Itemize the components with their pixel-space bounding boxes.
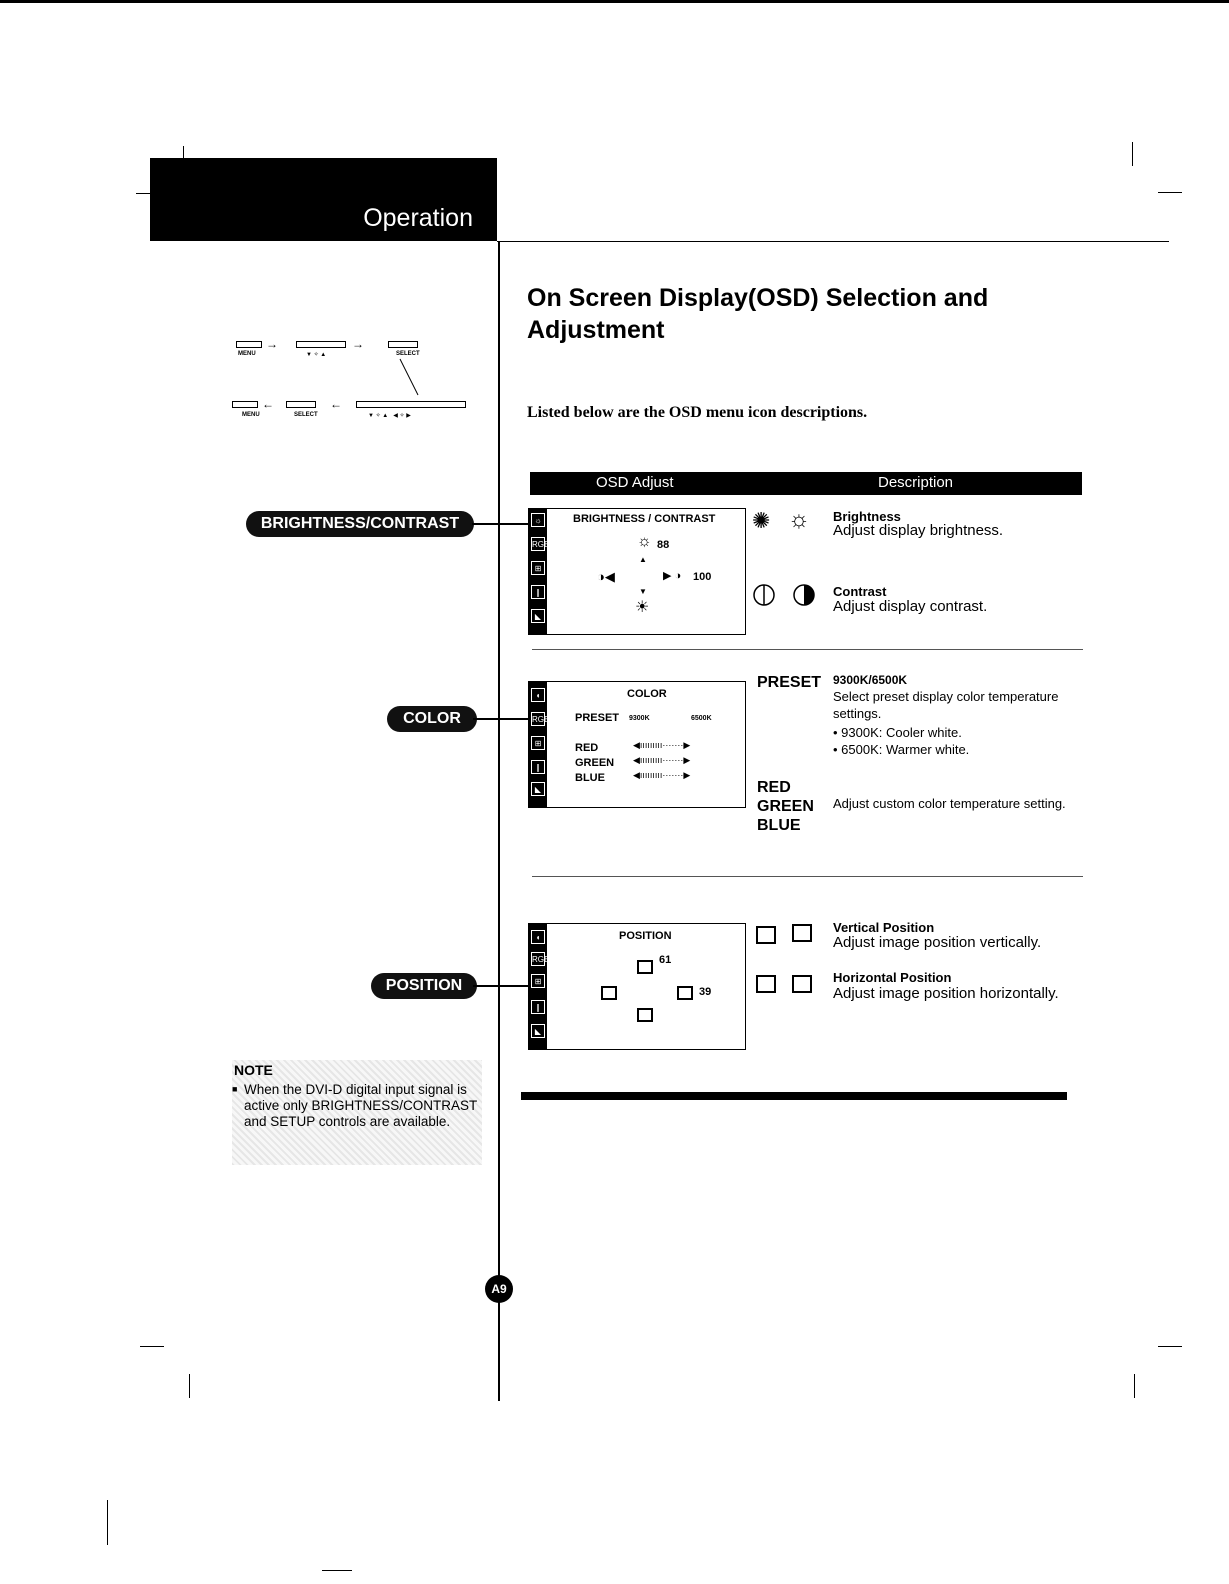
menu-label: MENU [238,351,256,357]
note-title: NOTE [234,1062,273,1078]
tab-setup-icon: ◣ [531,782,545,796]
bullet-icon: ■ [232,1084,238,1094]
crop-mark [1158,192,1182,193]
preset-label: PRESET [575,712,620,724]
select-label: SELECT [396,351,420,357]
adjust-label: ▼ ✧ ▲ [306,352,327,358]
rgb-desc-body: Adjust custom color temperature setting. [833,796,1066,811]
contrast-description: Adjust display contrast. [833,598,988,615]
rgb-blue-label: BLUE [757,817,801,834]
section-separator [532,649,1083,650]
osd-color-screen [528,681,746,808]
osd-tab-column [529,509,550,634]
brightness-icon: ✺ [752,508,771,533]
menu-label: MENU [242,412,260,418]
blue-label: BLUE [575,772,605,784]
horizontal-left-icon [756,975,776,993]
vertical-down-icon [756,926,776,944]
adjust-button-shape [296,341,346,348]
page-title: On Screen Display(OSD) Selection and Adjustment [527,284,989,344]
tab-brightness-icon: ◖ [531,930,545,944]
hposition-right-icon [677,986,693,1000]
vposition-down-icon [637,1008,653,1022]
crop-mark [189,1374,190,1398]
blue-slider: ◀ııııııııı·······▶ [633,770,691,780]
preset-bullet-2: • 6500K: Warmer white. [833,742,970,757]
horizontal-position-description: Adjust image position horizontally. [833,985,1059,1002]
preset-desc-heading: 9300K/6500K [833,673,908,687]
down-arrow-icon: ▼ [639,587,647,596]
arrow-left-icon: ← [262,397,274,411]
tab-tracking-icon: ∥ [531,760,545,774]
tab-tracking-icon: ∥ [531,585,545,599]
green-label: GREEN [575,757,615,769]
contrast-heading: Contrast [833,584,887,599]
preset-desc-body: Select preset display color temperature settings. [833,689,1059,721]
contrast-icon: ◑◀ [597,569,615,584]
osd-tab-column [529,682,550,807]
horizontal-position-heading: Horizontal Position [833,970,952,985]
preset-6500k: 6500K [691,715,712,722]
section-end-bar [521,1092,1067,1100]
vertical-position-description: Adjust image position vertically. [833,934,1042,951]
section-header [150,158,497,241]
osd-brightness-screen [528,508,746,635]
sun-icon: ☼ [637,533,652,550]
sun-filled-icon: ☀ [635,599,650,616]
intro-text: Listed below are the OSD menu icon descriptions. [527,404,868,421]
connector-line [472,523,528,525]
vertical-up-icon [792,924,812,942]
contrast-value: 100 [693,571,712,583]
tab-tracking-icon: ∥ [531,1000,545,1014]
osd-title: BRIGHTNESS / CONTRAST [573,513,716,525]
tab-position-icon: ⊞ [531,736,545,750]
tab-rgb-icon: RGB [531,952,545,966]
arrow-diagonal-icon [398,357,422,399]
header-rule [497,241,1169,242]
crop-mark [107,1500,108,1545]
vertical-position-heading: Vertical Position [833,920,935,935]
brightness-description: Adjust display brightness. [833,522,1004,539]
menu-button-shape [236,341,262,348]
position-pill: POSITION [371,973,477,999]
tab-brightness-icon: ◖ [531,688,545,702]
column-divider [498,241,500,1401]
crop-mark [136,193,150,194]
tab-setup-icon: ◣ [531,1024,545,1038]
col-osd-adjust: OSD Adjust [596,474,674,491]
select-button-shape [388,341,418,348]
osd-position-screen [528,923,746,1050]
section-separator [532,876,1083,877]
note-box [232,1060,482,1165]
green-slider: ◀ııııııııı·······▶ [633,755,691,765]
connector-line [473,718,529,720]
tab-position-icon: ⊞ [531,561,545,575]
arrow-right-icon: → [266,337,278,351]
contrast-right-icon: ▶ ◑ [663,570,682,582]
note-text: When the DVI-D digital input signal is active only BRIGHTNESS/CONTRAST and SETUP controls are available. [244,1082,478,1129]
brightness-heading: Brightness [833,509,901,524]
crop-mark [1132,142,1133,166]
col-description: Description [878,474,954,491]
page-number: A9 [485,1275,513,1303]
arrow-left-icon: ← [330,397,342,411]
brightness-contrast-pill: BRIGHTNESS/CONTRAST [246,511,474,537]
menu-button-shape [232,401,258,408]
arrow-right-icon: → [352,337,364,351]
contrast-high-icon [792,583,816,607]
tab-rgb-icon: RGB [531,712,545,726]
hposition-value: 39 [699,986,712,998]
preset-bullet-1: • 9300K: Cooler white. [833,725,962,740]
preset-desc-label: PRESET [757,674,822,691]
top-border [0,0,1229,3]
tab-setup-icon: ◣ [531,609,545,623]
osd-title: COLOR [627,688,667,700]
brightness-outline-icon: ☼ [788,506,810,533]
button-flow-diagram [228,335,478,425]
rgb-red-label: RED [757,779,791,796]
adjust-button-shape [356,401,466,408]
select-button-shape [286,401,316,408]
color-pill: COLOR [387,706,477,732]
tab-position-icon: ⊞ [531,974,545,988]
connector-line [473,985,529,987]
crop-mark [322,1570,352,1571]
table-header [530,472,1082,495]
hposition-left-icon [601,986,617,1000]
tab-rgb-icon: RGB [531,537,545,551]
red-label: RED [575,742,599,754]
crop-mark [1158,1346,1182,1347]
crop-mark [140,1346,164,1347]
brightness-value: 88 [657,539,670,551]
preset-9300k: 9300K [629,715,650,722]
section-title: Operation [363,204,473,232]
select-label: SELECT [294,412,318,418]
crop-mark [1134,1374,1135,1398]
up-arrow-icon: ▲ [639,555,647,564]
vposition-value: 61 [659,954,672,966]
contrast-low-icon [752,583,776,607]
vposition-up-icon [637,960,653,974]
rgb-green-label: GREEN [757,798,814,815]
osd-tab-column [529,924,550,1049]
red-slider: ◀ııııııııı·······▶ [633,740,691,750]
tab-brightness-icon: ☼ [531,513,545,527]
horizontal-right-icon [792,975,812,993]
adjust-label: ▼ ✧ ▲ ◀ ✧ ▶ [368,413,411,419]
osd-title: POSITION [619,930,672,942]
